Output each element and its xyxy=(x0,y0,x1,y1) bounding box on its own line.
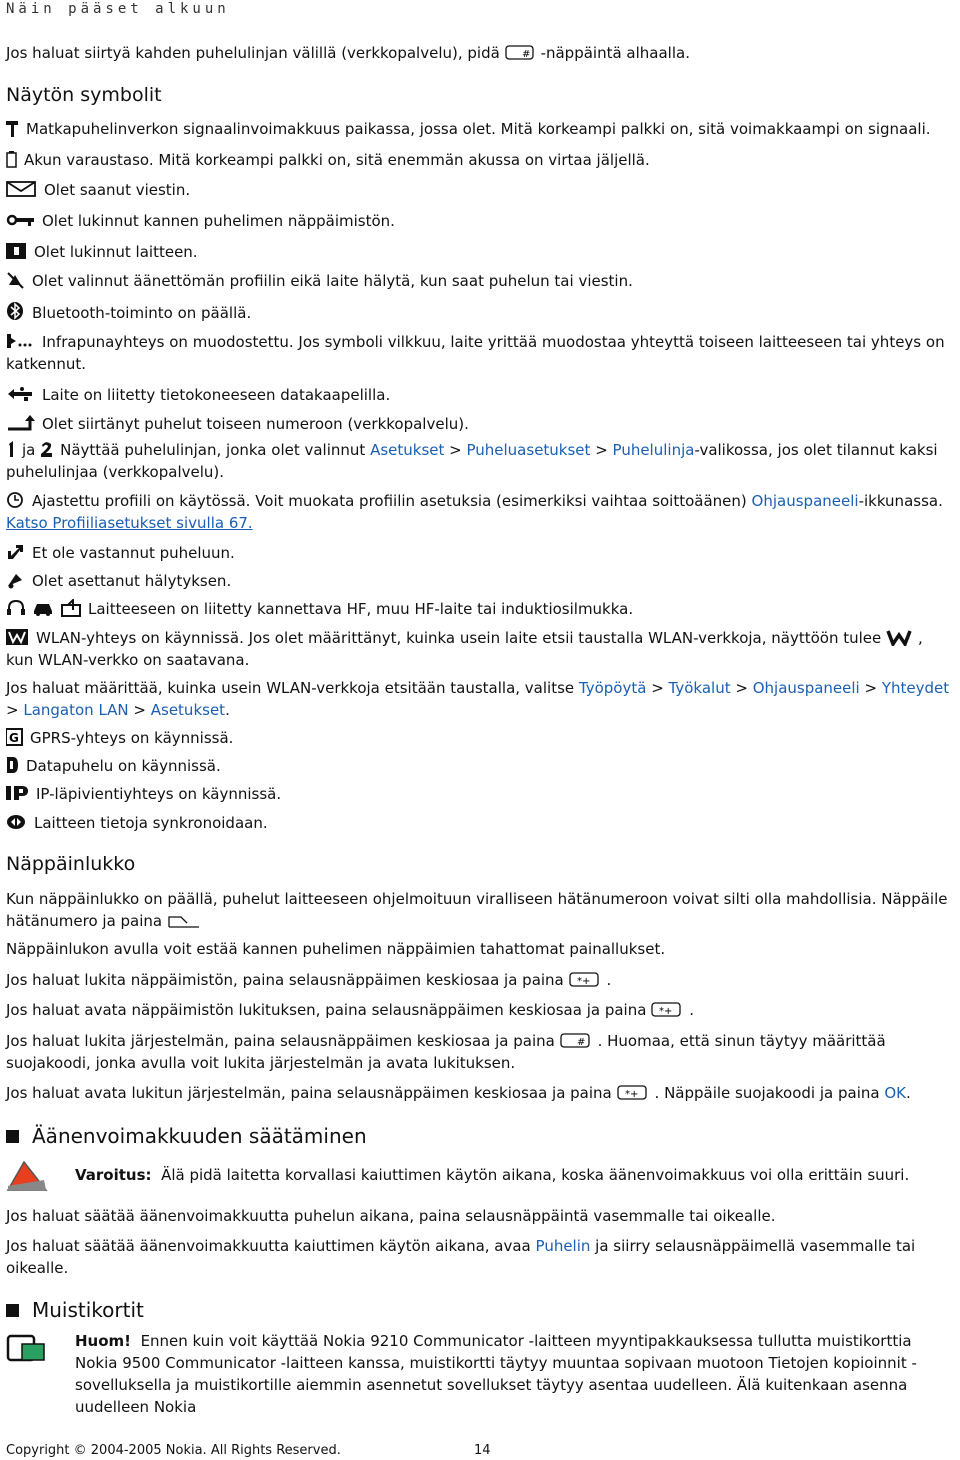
link-langaton-lan[interactable]: Langaton LAN xyxy=(23,701,129,719)
symbol-phone-line: ja Näyttää puhelulinjan, jonka olet valinnut Asetukset > Puheluasetukset > Puhelulinja-valikossa, jos olet tilannut kaksi puhelulinjaa (verkkopalvelu). xyxy=(6,441,938,481)
link-puheluasetukset[interactable]: Puheluasetukset xyxy=(466,441,591,459)
symbol-infrared: Infrapunayhteys on muodostettu. Jos symboli vilkkuu, laite yrittää muodostaa yhteyttä toiseen laitteeseen tai yhteys on katkennut. xyxy=(6,333,945,373)
symbol-hf: Laitteeseen on liitetty kannettava HF, muu HF-laite tai induktiosilmukka. xyxy=(6,598,954,620)
infrared-icon xyxy=(6,332,36,350)
note-icon xyxy=(6,1334,48,1366)
running-header: Näin pääset alkuun xyxy=(6,1,230,17)
section-title-volume: Äänenvoimakkuuden säätäminen xyxy=(6,1124,367,1148)
symbol-missed: Et ole vastannut puheluun. xyxy=(6,542,954,564)
clock-icon xyxy=(6,491,26,509)
warning-box: Varoitus: Älä pidä laitetta korvallasi kaiuttimen käytön aikana, koska äänenvoimakkuus voi olla erittäin suuri. xyxy=(6,1160,954,1196)
keylock-paragraph-5: Jos haluat lukita järjestelmän, paina selausnäppäimen keskiosaa ja paina # . Huomaa, että sinun täytyy määrittää suojakoodi, jonka avulla voit lukita järjestelmän ja avata lukituksen. xyxy=(6,1032,886,1072)
link-ohjauspaneeli[interactable]: Ohjauspaneeli xyxy=(751,492,859,510)
link-tyokalut[interactable]: Työkalut xyxy=(668,679,731,697)
warning-icon xyxy=(6,1160,48,1196)
keylock-paragraph-1: Kun näppäinlukko on päällä, puhelut laitteeseen ohjelmoituun viralliseen hätänumeroon voivat silti olla mahdollisia. Näppäile hätänumero ja paina xyxy=(6,890,948,930)
symbol-keylock: Olet lukinnut kannen puhelimen näppäimistön. xyxy=(6,210,954,232)
symbol-ip: IP-läpivientiyhteys on käynnissä. xyxy=(6,783,954,805)
symbol-silent: Olet valinnut äänettömän profiilin eikä laite hälytä, kun saat puhelun tai viestin. xyxy=(6,270,954,292)
section-title-symbols: Näytön symbolit xyxy=(6,84,162,106)
keylock-paragraph-6: Jos haluat avata lukitun järjestelmän, paina selausnäppäimen keskiosaa ja paina *+ . Näppäile suojakoodi ja paina OK. xyxy=(6,1084,911,1102)
svg-text:G: G xyxy=(9,731,19,745)
bullet-square-2 xyxy=(6,1304,19,1317)
alarm-icon xyxy=(6,571,26,589)
section-title-cards: Muistikortit xyxy=(6,1298,144,1322)
link-puhelin[interactable]: Puhelin xyxy=(535,1237,591,1255)
link-puhelulinja[interactable]: Puhelulinja xyxy=(612,441,695,459)
hash-key-icon-2 xyxy=(560,1031,592,1049)
svg-text:#: # xyxy=(521,49,530,60)
wlan-available-icon xyxy=(886,628,912,646)
line-2-icon xyxy=(40,440,54,458)
battery-icon xyxy=(6,150,18,168)
car-kit-icon xyxy=(32,599,54,617)
link-asetukset-2[interactable]: Asetukset xyxy=(150,701,226,719)
svg-text:*+: *+ xyxy=(624,1089,638,1100)
signal-icon xyxy=(6,119,20,137)
wlan-active-icon xyxy=(6,628,30,646)
call-divert-icon xyxy=(6,414,36,432)
hash-key-icon xyxy=(505,43,535,61)
data-call-icon xyxy=(6,756,20,774)
volume-paragraph-2: Jos haluat säätää äänenvoimakkuutta kaiuttimen käytön aikana, avaa Puhelin ja siirry selausnäppäimellä vasemmalle tai oikealle. xyxy=(6,1237,916,1277)
note-label: Huom! xyxy=(75,1332,132,1350)
star-key-icon-2 xyxy=(651,1000,683,1018)
data-cable-icon xyxy=(6,385,36,403)
line-1-icon xyxy=(6,440,16,458)
footer-copyright: Copyright © 2004-2005 Nokia. All Rights Reserved. xyxy=(6,1443,341,1458)
symbol-signal: Matkapuhelinverkon signaalinvoimakkuus paikassa, jossa olet. Mitä korkeampi palkki on, sitä voimakkaampi on signaali. xyxy=(6,118,954,140)
keylock-paragraph-2: Näppäinlukon avulla voit estää kannen puhelimen näppäimien tahattomat painallukset. xyxy=(6,940,666,958)
keylock-paragraph-4: Jos haluat avata näppäimistön lukituksen, paina selausnäppäimen keskiosaa ja paina *+ . xyxy=(6,1001,694,1019)
symbol-sync: Laitteen tietoja synkronoidaan. xyxy=(6,812,954,834)
symbol-message: Olet saanut viestin. xyxy=(6,179,954,201)
ip-passthrough-icon xyxy=(6,784,30,802)
page-number: 14 xyxy=(474,1443,491,1458)
link-asetukset[interactable]: Asetukset xyxy=(370,441,445,459)
symbol-devicelock: Olet lukinnut laitteen. xyxy=(6,241,954,263)
device-lock-icon xyxy=(6,242,28,260)
link-ok[interactable]: OK xyxy=(884,1084,906,1102)
section-title-keylock: Näppäinlukko xyxy=(6,853,136,875)
warning-label: Varoitus: xyxy=(75,1166,152,1184)
link-profiiliasetukset[interactable]: Katso Profiiliasetukset sivulla 67. xyxy=(6,514,253,532)
link-tyopoyta[interactable]: Työpöytä xyxy=(578,679,647,697)
symbol-timed-profile: Ajastettu profiili on käytössä. Voit muokata profiilin asetuksia (esimerkiksi vaihtaa soittoäänen) Ohjauspaneeli-ikkunassa. Katso Profiiliasetukset sivulla 67. xyxy=(6,492,943,532)
missed-call-icon xyxy=(6,543,26,561)
intro-paragraph: Jos haluat siirtyä kahden puhelulinjan välillä (verkkopalvelu), pidä # -näppäintä alhaalla. xyxy=(6,44,690,62)
volume-paragraph-1: Jos haluat säätää äänenvoimakkuutta puhelun aikana, paina selausnäppäintä vasemmalle tai oikealle. xyxy=(6,1207,776,1225)
svg-text:*+: *+ xyxy=(659,1006,673,1017)
link-yhteydet[interactable]: Yhteydet xyxy=(881,679,950,697)
keylock-paragraph-3: Jos haluat lukita näppäimistön, paina selausnäppäimen keskiosaa ja paina *+ . xyxy=(6,971,612,989)
sync-icon xyxy=(6,813,28,831)
gprs-icon xyxy=(6,728,24,746)
symbol-alarm: Olet asettanut hälytyksen. xyxy=(6,570,954,592)
loopset-icon xyxy=(60,599,82,617)
symbol-data-call: Datapuhelu on käynnissä. xyxy=(6,755,954,777)
symbol-bluetooth: Bluetooth-toiminto on päällä. xyxy=(6,301,954,324)
headset-icon xyxy=(6,599,26,617)
link-ohjauspaneeli-2[interactable]: Ohjauspaneeli xyxy=(752,679,860,697)
wlan-settings-path: Jos haluat määrittää, kuinka usein WLAN-verkkoja etsitään taustalla, valitse Työpöytä > Työkalut > Ohjauspaneeli > Yhteydet > Langaton LAN > Asetukset. xyxy=(6,679,950,719)
bluetooth-icon xyxy=(6,301,26,321)
star-key-icon xyxy=(569,970,601,988)
svg-text:#: # xyxy=(576,1037,585,1048)
star-key-icon-3 xyxy=(617,1083,649,1101)
call-key-icon xyxy=(167,911,201,929)
symbol-wlan: WLAN-yhteys on käynnissä. Jos olet määrittänyt, kuinka usein laite etsii taustalla WLAN-verkkoja, näyttöön tulee , kun WLAN-verkko on saatavana. xyxy=(6,629,923,669)
message-icon xyxy=(6,180,38,198)
symbol-battery: Akun varaustaso. Mitä korkeampi palkki on, sitä enemmän akussa on virtaa jäljellä. xyxy=(6,149,954,171)
symbol-divert: Olet siirtänyt puhelut toiseen numeroon (verkkopalvelu). xyxy=(6,413,954,435)
symbol-datacable: Laite on liitetty tietokoneeseen datakaapelilla. xyxy=(6,384,954,406)
svg-text:*+: *+ xyxy=(576,976,590,987)
keyboard-lock-icon xyxy=(6,211,36,229)
symbol-gprs: G GPRS-yhteys on käynnissä. xyxy=(6,727,954,749)
silent-profile-icon xyxy=(6,271,26,289)
bullet-square xyxy=(6,1130,19,1143)
